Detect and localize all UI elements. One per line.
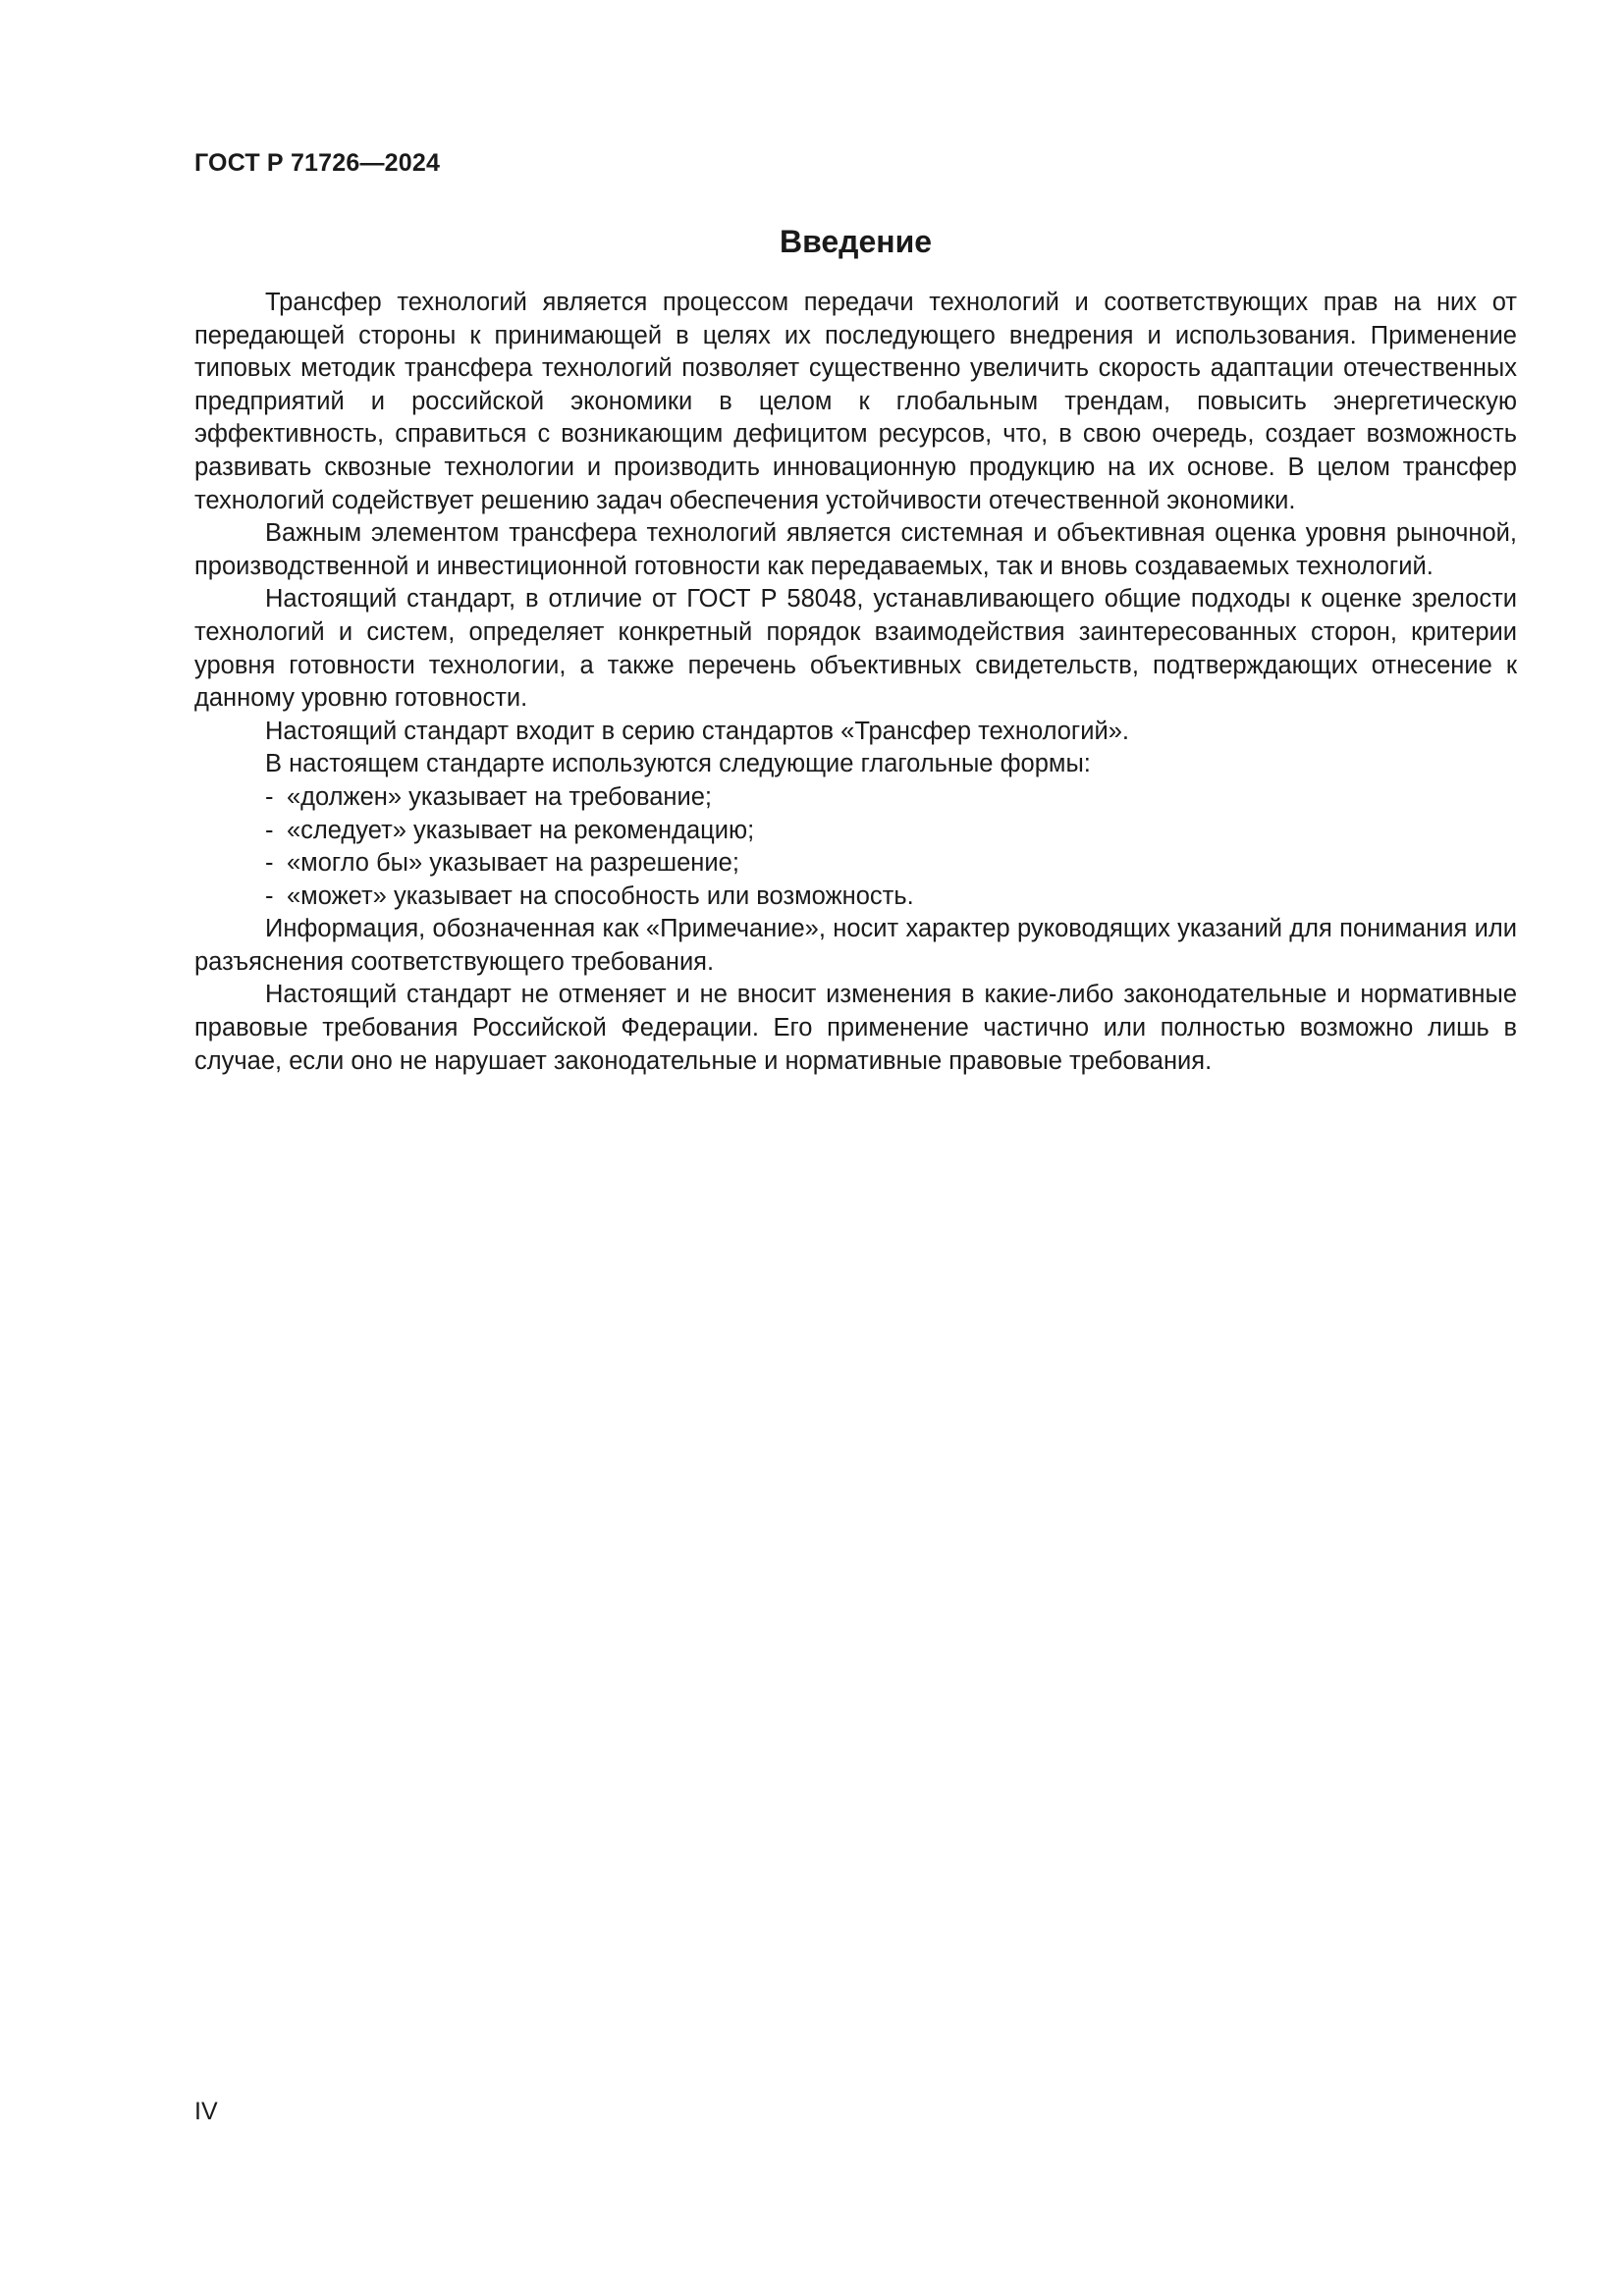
paragraph-legal: Настоящий стандарт не отменяет и не вносит изменения в какие-либо законодательные и нормативные правовые требования Российской Федерации. Его применение частично или полностью возможно лишь в случае, если оно не нарушает законодательные и нормативные правовые требования. <box>194 981 1517 1075</box>
paragraph-standard-scope: Настоящий стандарт, в отличие от ГОСТ Р 58048, устанавливающего общие подходы к оценке зрелости технологий и систем, определяет конкретный порядок взаимодействия заинтересованных сторон, критерии уровня готовности технологии, а также перечень объективных свидетельств, подтверждающих отнесение к данному уровню готовности. <box>194 585 1517 713</box>
list-item: - «должен» указывает на требование; <box>194 781 1517 815</box>
list-item: - «могло бы» указывает на разрешение; <box>194 847 1517 881</box>
document-body <box>194 287 1517 1078</box>
verb-forms-list <box>194 781 1517 913</box>
paragraph-verb-forms-intro: В настоящем стандарте используются следующие глагольные формы: <box>265 750 1091 778</box>
list-dash: - <box>265 816 274 844</box>
list-dash: - <box>265 782 274 811</box>
paragraph-series: Настоящий стандарт входит в серию стандартов «Трансфер технологий». <box>265 717 1129 745</box>
list-item: - «может» указывает на способность или возможность. <box>194 881 1517 914</box>
list-dash: - <box>265 849 274 878</box>
list-dash: - <box>265 881 274 910</box>
document-code: ГОСТ Р 71726—2024 <box>194 149 441 177</box>
paragraph-intro: Трансфер технологий является процессом передачи технологий и соответствующих прав на них от передающей стороны к принимающей в целях их последующего внедрения и использования. Применение типовых методик трансфера технологий позволяет существенно увеличить скорость адаптации отечественных предприятий и российской экономики в целом к глобальным трендам, повысить энергетическую эффективность, справиться с возникающим дефицитом ресурсов, что, в свою очередь, создает возможность развивать сквозные технологии и производить инновационную продукцию на их основе. В целом трансфер технологий содействует решению задач обеспечения устойчивости отечественной экономики. <box>194 289 1517 514</box>
section-title: Введение <box>779 224 933 259</box>
list-item: - «следует» указывает на рекомендацию; <box>194 815 1517 848</box>
page-number: IV <box>194 2098 218 2125</box>
paragraph-assessment: Важным элементом трансфера технологий является системная и объективная оценка уровня рыночной, производственной и инвестиционной готовности как передаваемых, так и вновь создаваемых технологий. <box>194 519 1517 580</box>
paragraph-note-info: Информация, обозначенная как «Примечание», носит характер руководящих указаний для понимания или разъяснения соответствующего требования. <box>194 915 1517 976</box>
